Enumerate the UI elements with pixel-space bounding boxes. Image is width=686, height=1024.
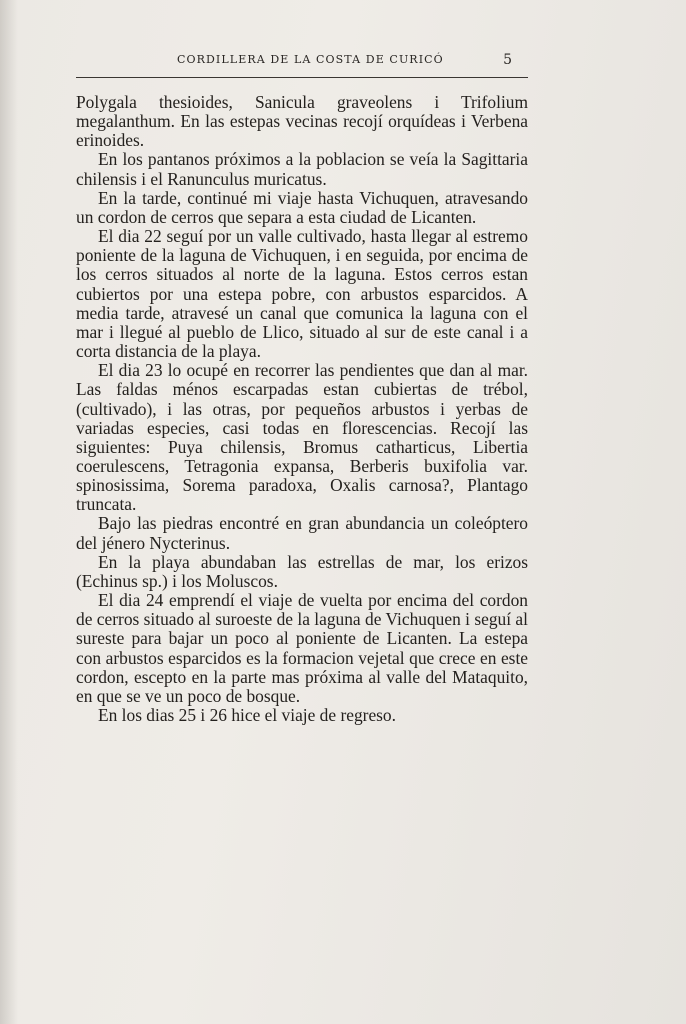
paragraph: El dia 22 seguí por un valle cultivado, hasta llegar al estremo poniente de la laguna de Vichuquen, i en seguida, por encima de los cerros situados al norte de la laguna. Estos cerros estan cubiertos por una estepa pobre, con arbustos esparcidos. A media tarde, atravesé un canal que comunica la laguna con el mar i llegué al pueblo de Llico, situado al sur de este canal i a corta distancia de la playa. [76, 226, 528, 362]
body-text [76, 93, 528, 725]
paragraph: En los dias 25 i 26 hice el viaje de regreso. [98, 705, 396, 725]
header-rule [76, 77, 528, 78]
paragraph: En la playa abundaban las estrellas de mar, los erizos (Echinus sp.) i los Moluscos. [76, 551, 528, 591]
paragraph: Polygala thesioides, Sanicula graveolens i Trifolium megalanthum. En las estepas vecinas recojí orquídeas i Verbena erinoides. [76, 92, 528, 151]
paragraph: En la tarde, continué mi viaje hasta Vichuquen, atravesando un cordon de cerros que separa a esta ciudad de Licanten. [76, 187, 528, 227]
paragraph: El dia 23 lo ocupé en recorrer las pendientes que dan al mar. Las faldas ménos escarpadas estan cubiertas de trébol, (cultivado), i las otras, por pequeños arbustos i yerbas de variadas especies, casi todas en florescencias. Recojí las siguientes: Puya chilensis, Bromus catharticus, Libertia coerulescens, Tetragonia expansa, Berberis buxifolia var. spinosissima, Sorema paradoxa, Oxalis carnosa?, Plantago truncata. [76, 360, 528, 515]
page-gutter-shadow [0, 0, 18, 1024]
paragraph: En los pantanos próximos a la poblacion se veía la Sagittaria chilensis i el Ranunculus muricatus. [76, 149, 528, 189]
paragraph: Bajo las piedras encontré en gran abundancia un coleóptero del jénero Nycterinus. [76, 513, 528, 553]
paragraph: El dia 24 emprendí el viaje de vuelta por encima del cordon de cerros situado al suroeste de la laguna de Vichuquen i seguí al sureste para bajar un poco al poniente de Licanten. La estepa con arbustos esparcidos es la formacion vejetal que crece en este cordon, escepto en la parte mas próxima al valle del Mataquito, en que se ve un poco de bosque. [76, 590, 528, 706]
running-title: CORDILLERA DE LA COSTA DE CURICÓ [177, 53, 444, 66]
page-number: 5 [503, 52, 512, 68]
